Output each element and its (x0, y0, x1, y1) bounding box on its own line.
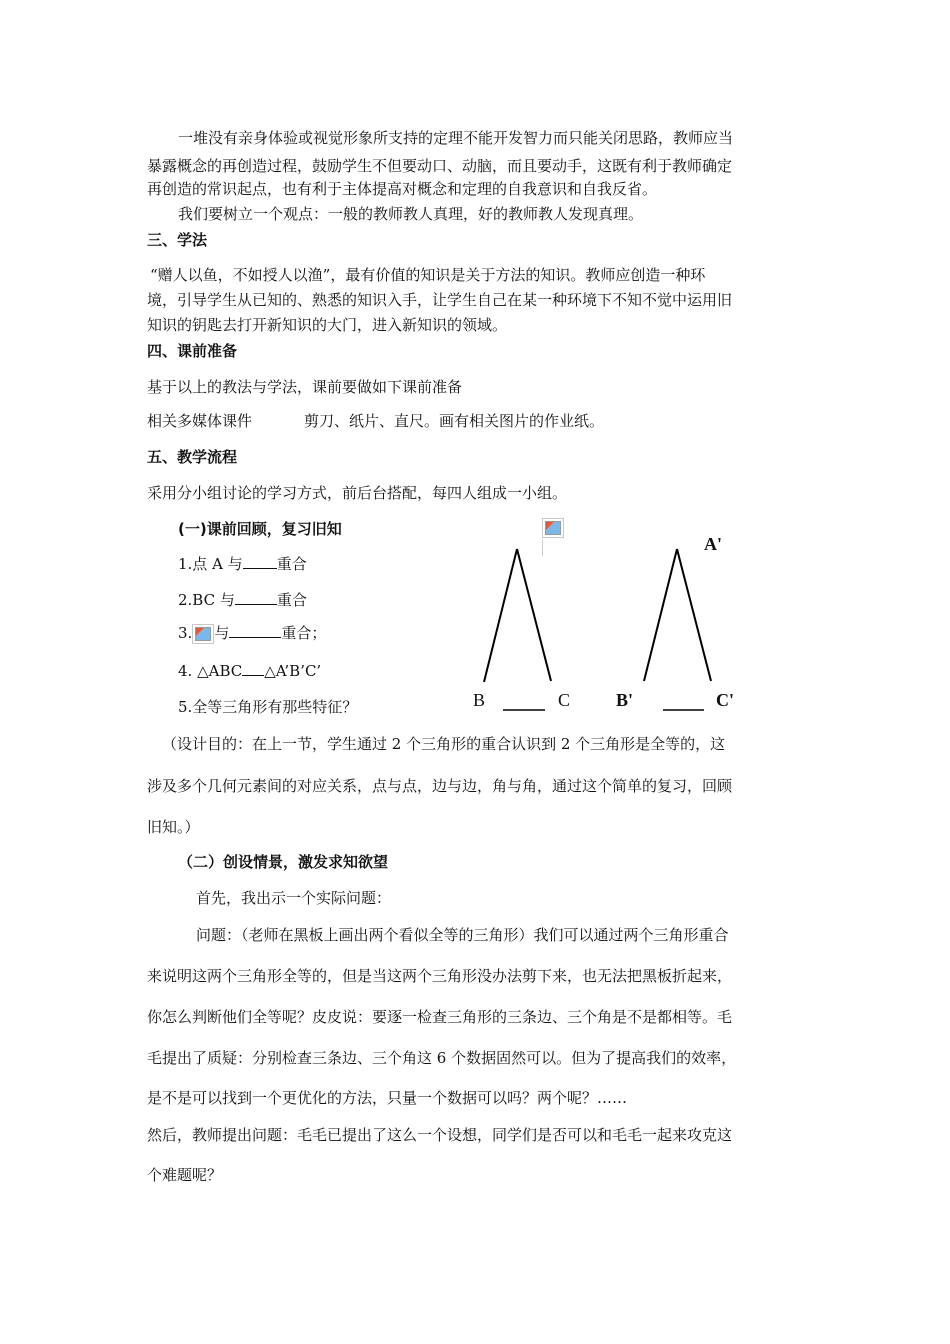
vertex-label-b: B (473, 690, 486, 710)
paragraph-line: 基于以上的教法与学法，课前要做如下课前准备 (147, 378, 463, 396)
paragraph-line: （设计目的：在上一节，学生通过 2 个三角形的重合认识到 2 个三角形是全等的，这 (162, 735, 726, 753)
paragraph-line: 暴露概念的再创造过程，鼓励学生不但要动口、动脑，而且要动手，这既有利于教师确定 (147, 157, 733, 175)
paragraph-line: “赠人以鱼，不如授人以渔”，最有价值的知识是关于方法的知识。教师应创造一种环 (150, 266, 706, 284)
paragraph-line: 毛提出了质疑：分别检查三条边、三个角这 6 个数据固然可以。但为了提高我们的效率， (147, 1049, 737, 1067)
broken-image-icon (542, 518, 564, 538)
section-heading-preparation: 四、课前准备 (147, 342, 238, 360)
question-text: 2.BC 与 (178, 591, 235, 609)
triangle-a2b2c2-side-a2b2 (644, 549, 677, 681)
paragraph-line: 境，引导学生从已知的、熟悉的知识入手，让学生自己在某一种环境下不知不觉中运用旧 (147, 291, 733, 309)
paragraph-line: 来说明这两个三角形全等的，但是当这两个三角形没办法剪下来，也无法把黑板折起来， (147, 967, 733, 985)
paragraph-line: 你怎么判断他们全等呢？皮皮说：要逐一检查三角形的三条边、三个角是不是都相等。毛 (147, 1008, 733, 1026)
paragraph-line: 是不是可以找到一个更优化的方法，只量一个数据可以吗？两个呢？…… (147, 1089, 628, 1107)
vertex-label-a-prime: A' (704, 534, 722, 554)
vertex-label-c-prime: C' (716, 690, 734, 710)
triangle-a2b2c2-side-a2c2 (677, 549, 711, 681)
vertex-label-b-prime: B' (616, 690, 634, 710)
review-question-5: 5.全等三角形有那些特征？ (178, 698, 358, 716)
question-text: 重合 (276, 555, 307, 573)
divider (542, 540, 543, 556)
paragraph-line: 旧知。） (147, 818, 200, 836)
section-heading-learning-method: 三、学法 (147, 231, 208, 249)
paragraph-line: 我们要树立一个观点：一般的教师教人真理，好的教师教人发现真理。 (178, 205, 644, 223)
paragraph-line: 然后，教师提出问题：毛毛已提出了这么一个设想，同学们是否可以和毛毛一起来攻克这 (147, 1126, 733, 1144)
paragraph-line: 首先，我出示一个实际问题： (196, 889, 392, 907)
paragraph-line: 问题：（老师在黑板上画出两个看似全等的三角形）我们可以通过两个三角形重合 (196, 926, 729, 944)
triangle-abc-side-ab (484, 549, 517, 682)
question-text: 重合； (281, 624, 327, 642)
question-text: 4. △ABC (178, 662, 243, 680)
question-text: △A’B’C’ (264, 662, 322, 680)
prep-item-courseware: 相关多媒体课件 (147, 412, 253, 430)
triangle-abc-side-ac (517, 549, 551, 681)
paragraph-line: 一堆没有亲身体验或视觉形象所支持的定理不能开发智力而只能关闭思路，教师应当 (178, 129, 734, 147)
paragraph-line: 个难题呢？ (147, 1166, 223, 1184)
paragraph-line: 知识的钥匙去打开新知识的大门，进入新知识的领域。 (147, 316, 508, 334)
subsection-heading-scenario: （二）创设情景，激发求知欲望 (178, 853, 389, 871)
subsection-heading-review: (一)课前回顾，复习旧知 (178, 520, 342, 538)
section-heading-teaching-flow: 五、教学流程 (147, 448, 238, 466)
question-text: 重合 (276, 591, 307, 609)
question-text: 与 (214, 624, 230, 642)
paragraph-line: 采用分小组讨论的学习方式，前后台搭配，每四人组成一小组。 (147, 484, 568, 502)
paragraph-line: 再创造的常识起点，也有利于主体提高对概念和定理的自我意识和自我反省。 (147, 180, 658, 198)
prep-item-tools: 剪刀、纸片、直尺。画有相关图片的作业纸。 (304, 412, 605, 430)
question-text: 1.点 A 与 (178, 555, 243, 573)
paragraph-line: 涉及多个几何元素间的对应关系，点与点，边与边，角与角，通过这个简单的复习，回顾 (147, 777, 733, 795)
question-text: 3. (178, 624, 193, 642)
vertex-label-c: C (558, 690, 571, 710)
